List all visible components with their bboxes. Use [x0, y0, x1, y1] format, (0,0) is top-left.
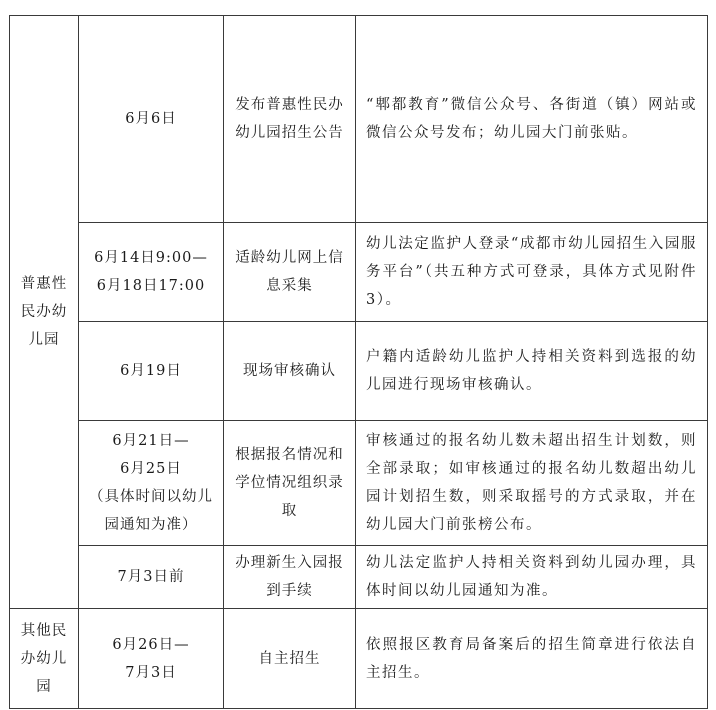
time-cell	[79, 421, 224, 546]
action-text: 办理新生入园报到手续	[235, 555, 344, 599]
action-text: 自主招生	[258, 650, 321, 667]
detail-cell	[356, 16, 708, 223]
table-row	[10, 421, 708, 546]
action-text: 发布普惠性民办幼儿园招生公告	[235, 97, 344, 141]
category-label: 其他民办幼儿园	[20, 622, 68, 695]
time-text: 6月21日—	[112, 433, 190, 449]
category-label: 普惠性民办幼儿园	[20, 276, 68, 348]
time-text: 6月14日9:00—	[94, 250, 208, 266]
time-text: 7月3日	[125, 664, 177, 681]
detail-text: 户籍内适龄幼儿监护人持相关资料到选报的幼儿园进行现场审核确认。	[366, 349, 697, 393]
detail-cell	[356, 322, 708, 421]
detail-cell	[356, 421, 708, 546]
time-text: 7月3日前	[117, 569, 185, 585]
time-cell	[79, 16, 224, 223]
time-cell	[79, 322, 224, 421]
table-row	[10, 322, 708, 421]
table-row	[10, 546, 708, 609]
category-cell	[10, 609, 79, 709]
time-text: 6月25日	[120, 461, 182, 477]
category-cell	[10, 16, 79, 609]
action-cell	[224, 16, 356, 223]
detail-cell	[356, 223, 708, 322]
action-text: 现场审核确认	[243, 363, 336, 379]
time-cell	[79, 546, 224, 609]
time-cell	[79, 609, 224, 709]
action-text: 适龄幼儿网上信息采集	[235, 250, 344, 294]
detail-cell	[356, 609, 708, 709]
action-cell	[224, 546, 356, 609]
time-text: 6月26日—	[112, 636, 190, 653]
time-text: 6月18日17:00	[96, 278, 206, 294]
table-row	[10, 223, 708, 322]
detail-text: 幼儿法定监护人持相关资料到幼儿园办理，具体时间以幼儿园通知为准。	[366, 555, 697, 599]
time-cell	[79, 223, 224, 322]
action-cell	[224, 322, 356, 421]
table-row	[10, 16, 708, 223]
detail-text: 审核通过的报名幼儿数未超出招生计划数，则全部录取；如审核通过的报名幼儿数超出幼儿园计划招生数，则采取摇号的方式录取，并在幼儿园大门前张榜公布。	[366, 433, 697, 533]
time-text: 6月6日	[125, 111, 177, 127]
action-cell	[224, 421, 356, 546]
detail-cell	[356, 546, 708, 609]
action-text: 根据报名情况和学位情况组织录取	[235, 447, 344, 519]
detail-text: “郫都教育”微信公众号、各街道（镇）网站或微信公众号发布；幼儿园大门前张贴。	[366, 97, 697, 141]
table-row	[10, 609, 708, 709]
action-cell	[224, 609, 356, 709]
time-text: （具体时间以幼儿园通知为准）	[89, 489, 213, 533]
detail-text: 幼儿法定监护人登录“成都市幼儿园招生入园服务平台”（共五种方式可登录，具体方式见附件3）。	[366, 236, 697, 308]
action-cell	[224, 223, 356, 322]
time-text: 6月19日	[120, 363, 182, 379]
detail-text: 依照报区教育局备案后的招生简章进行依法自主招生。	[366, 636, 697, 681]
enrollment-schedule-table	[9, 15, 708, 709]
